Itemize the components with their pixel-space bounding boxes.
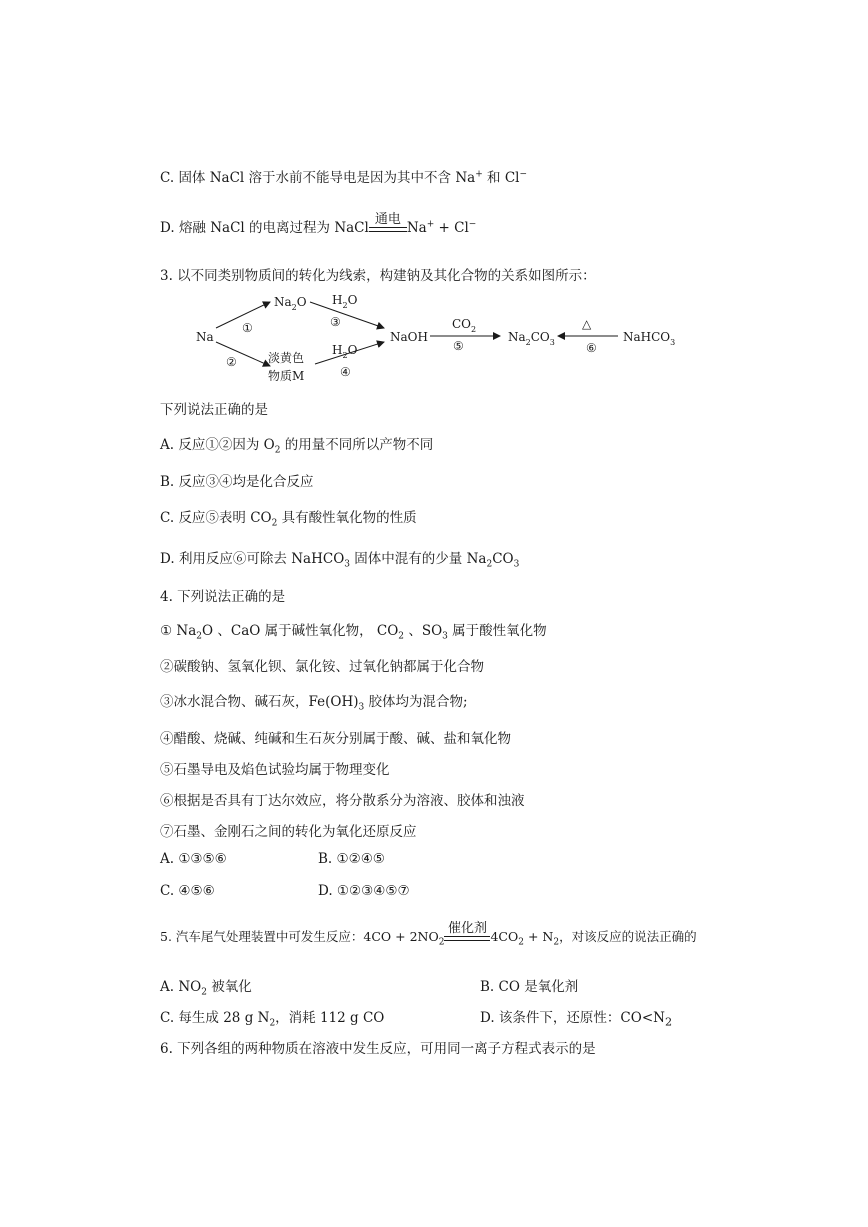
node-m-line1: 淡黄色 [268,351,305,365]
q4-statement-6: ⑥根据是否具有丁达尔效应，将分散系分为溶液、胶体和浊液 [160,793,525,809]
q2-option-c: C. 固体 NaCl 溶于水前不能导电是因为其中不含 Na+ 和 Cl− [160,169,528,186]
q4-statement-3: ③冰水混合物、碱石灰，$Fe(OH)_3$ 胶体均为混合物; [160,694,468,713]
q5-option-d: D. 该条件下，还原性：$CO<N_2$ [480,1010,673,1029]
label-r6: ⑥ [586,341,597,355]
q3-option-b: B. 反应③④均是化合反应 [160,474,314,490]
condition-arrow: 通电 [369,222,407,236]
q5-option-a: A. $NO_2$ 被氧化 [160,979,252,998]
label-h2o-top: $H_2O$ [332,293,358,310]
label-r1: ① [242,321,253,335]
arrow-2 [216,342,270,366]
q4-statement-4: ④醋酸、烧碱、纯碱和生石灰分别属于酸、碱、盐和氧化物 [160,731,511,747]
sodium-conversion-diagram [190,286,690,386]
q4-option-b: B. ①②④⑤ [318,851,385,867]
q5-option-b: B. CO 是氧化剂 [480,979,579,995]
node-na2o: $Na_2O$ [274,295,307,312]
label-r3: ③ [330,315,341,329]
q6-stem: 6. 下列各组的两种物质在溶液中发生反应，可用同一离子方程式表示的是 [160,1041,596,1057]
node-na: Na [196,330,214,344]
label-h2o-bottom: $H_2O$ [332,343,358,360]
q4-statement-1: ① $Na_2O$ 、CaO 属于碱性氧化物， $CO_2$ 、$SO_3$ 属于酸性氧化物 [160,623,547,642]
q4-option-a: A. ①③⑤⑥ [160,851,227,867]
node-naoh: NaOH [390,330,428,344]
q2-option-d: D. 熔融 NaCl 的电离过程为 NaCl 通电 Na+ + Cl− [160,211,477,236]
node-nahco3: NaHCO$_3$ [623,330,676,347]
q4-statement-2: ②碳酸钠、氢氧化钡、氯化铵、过氧化钠都属于化合物 [160,659,484,675]
label-co2: $CO_2$ [452,317,477,334]
node-m-line2: 物质M [268,369,305,383]
q3-option-c: C. 反应⑤表明 $CO_2$ 具有酸性氧化物的性质 [160,510,417,529]
q4-option-c: C. ④⑤⑥ [160,883,215,899]
q3-stem: 3. 以不同类别物质间的转化为线索，构建钠及其化合物的关系如图所示： [160,268,596,284]
q3-option-a: A. 反应①②因为 $O_2$ 的用量不同所以产物不同 [160,437,434,456]
label-r5: ⑤ [453,339,464,353]
label-r4: ④ [340,365,351,379]
catalyst-condition: 催化剂 [444,931,490,945]
q4-statement-5: ⑤石墨导电及焰色试验均属于物理变化 [160,762,390,778]
label-r2: ② [226,355,237,369]
q5-option-c: C. 每生成 28 g $N_2$，消耗 112 g CO [160,1010,385,1029]
q5-stem: 5. 汽车尾气处理装置中可发生反应：$4CO + 2NO_2$ 催化剂 $4CO_2 + N_2$，对该反应的说法正确的 [160,920,697,948]
q4-option-d: D. ①②③④⑤⑦ [318,883,410,899]
q4-statement-7: ⑦石墨、金刚石之间的转化为氧化还原反应 [160,824,417,840]
node-na2co3: $Na_2CO_3$ [508,330,555,347]
label-heat: △ [582,317,592,331]
q4-stem: 4. 下列说法正确的是 [160,589,286,605]
q3-prompt: 下列说法正确的是 [160,402,268,418]
q3-option-d: D. 利用反应⑥可除去 NaHCO$_3$ 固体中混有的少量 $Na_2CO_3$ [160,551,520,570]
